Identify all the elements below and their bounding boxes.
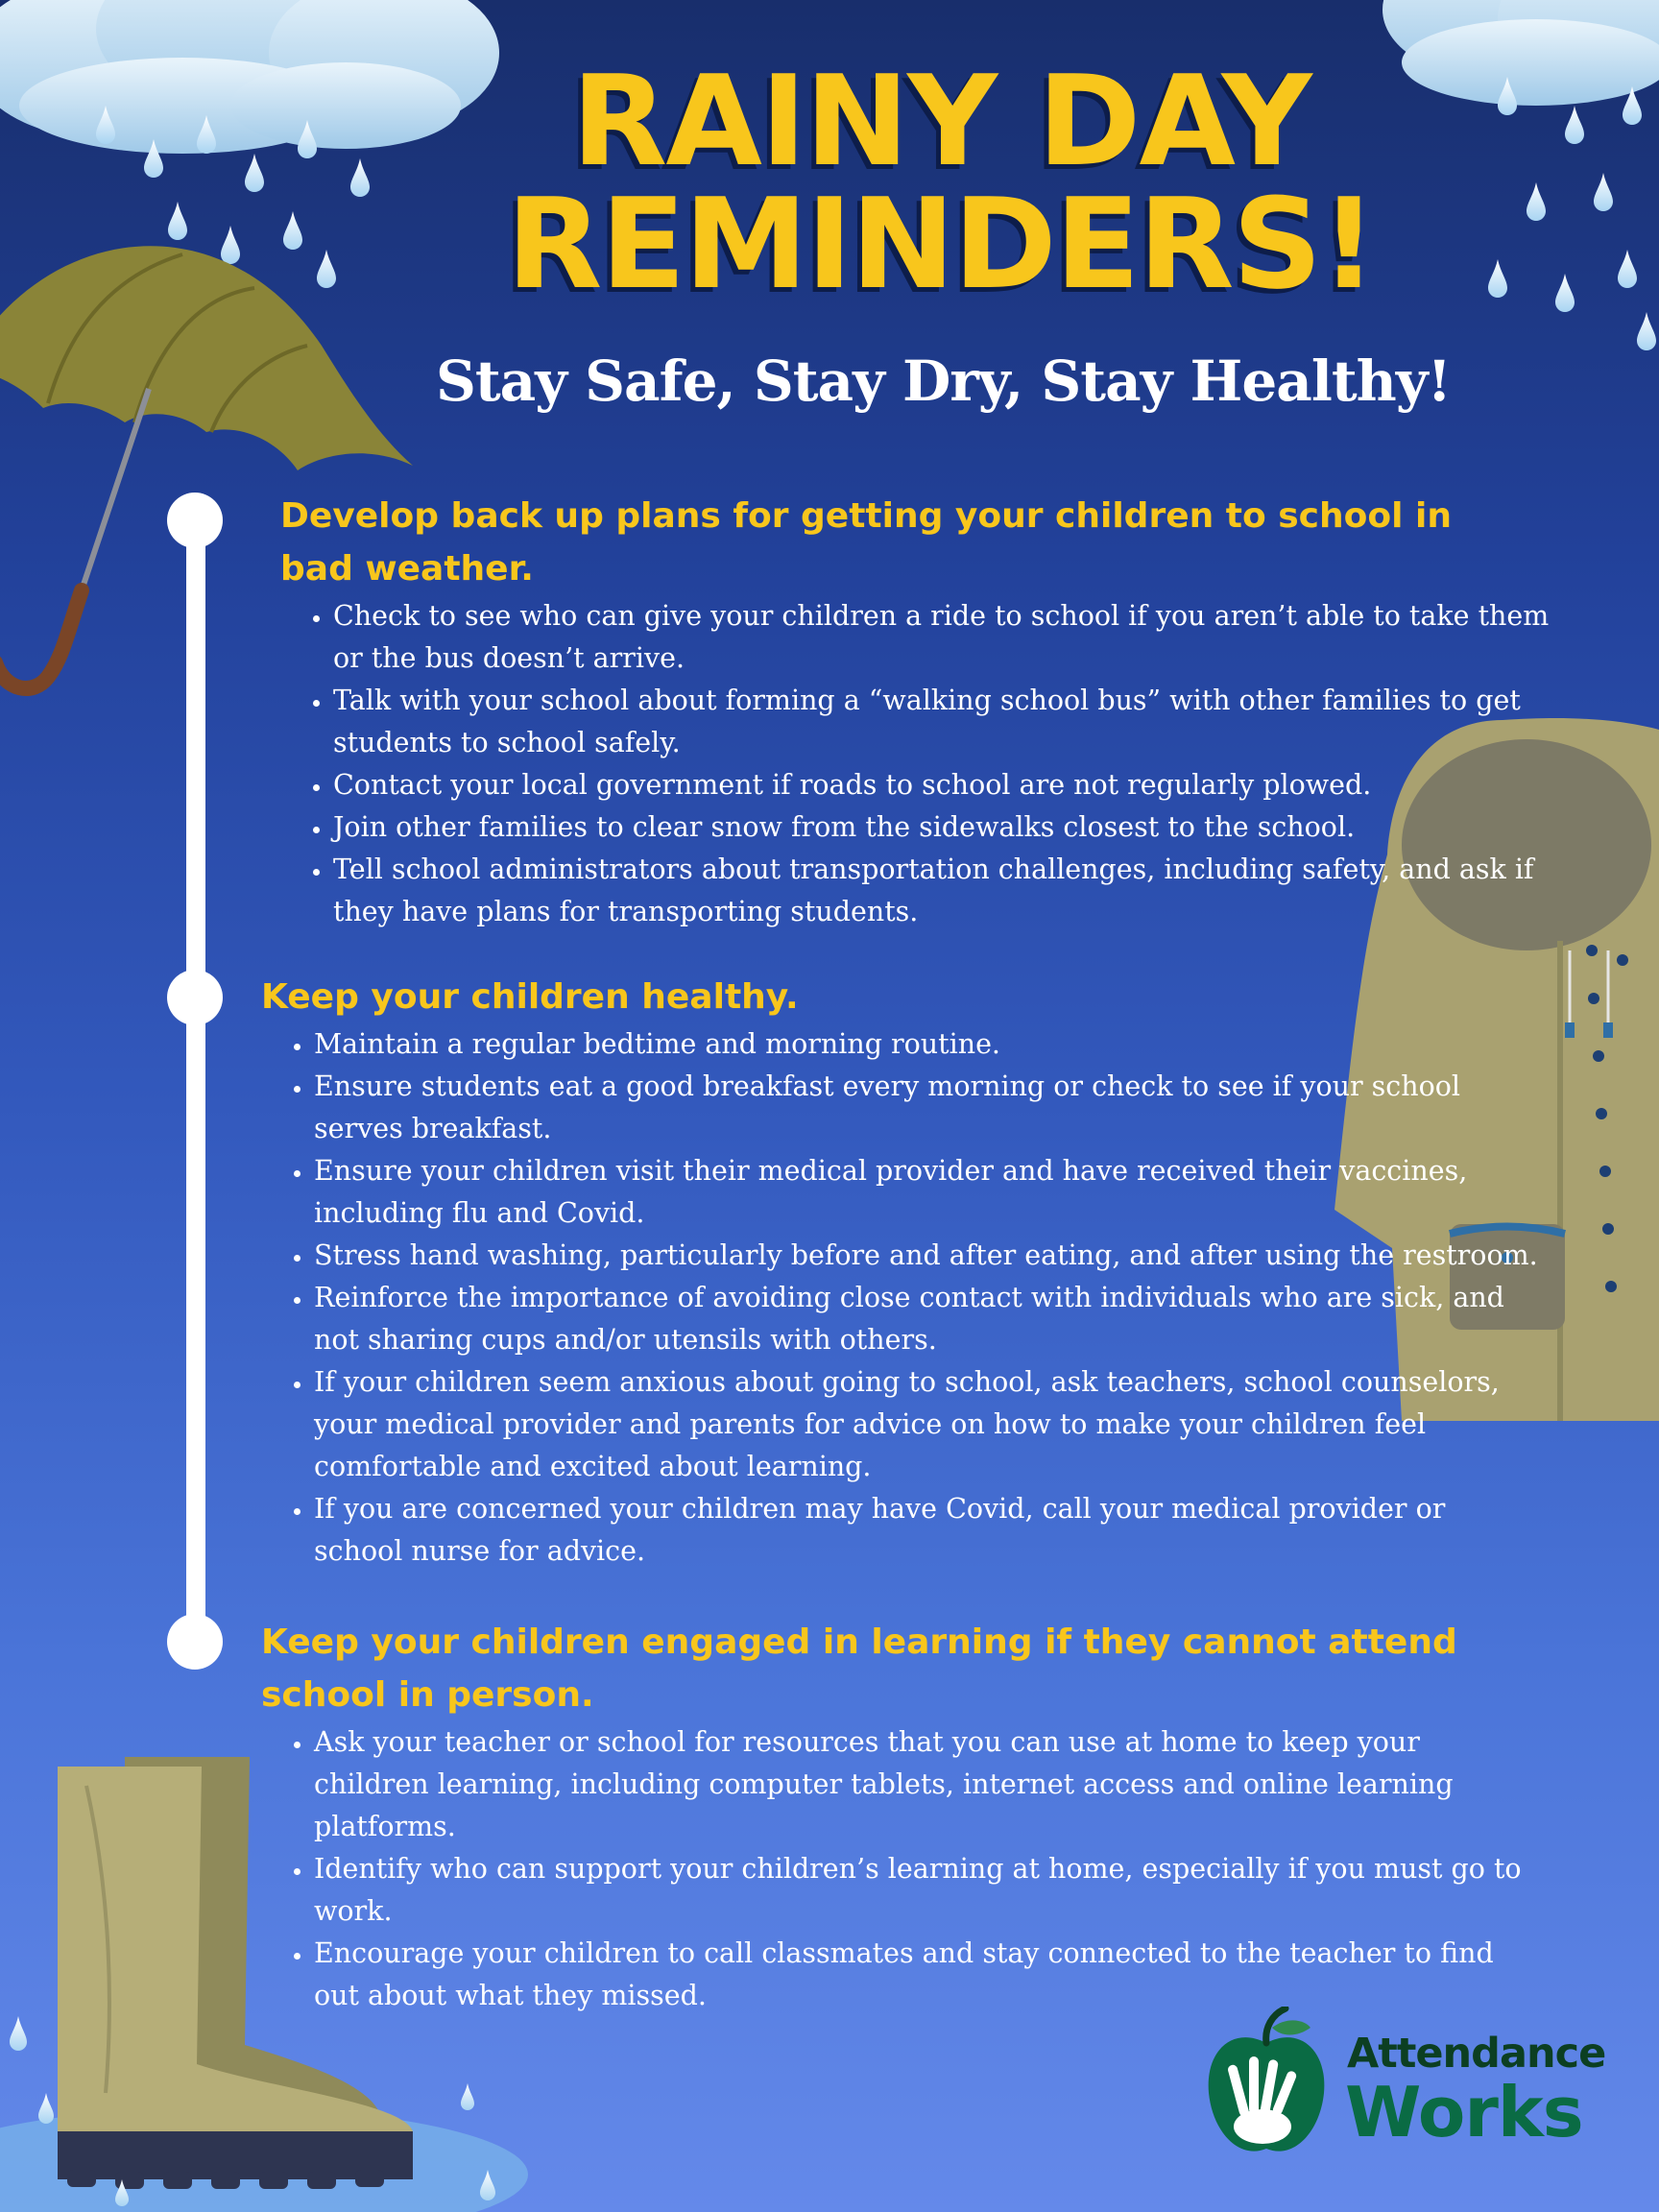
title-line-2: REMINDERS! (506, 171, 1376, 317)
section-transportation (280, 490, 1550, 933)
list-item: • If you are concerned your children may have Covid, call your medical provider or school nurse for advice. (314, 1488, 1538, 1573)
section-learning (261, 1616, 1522, 2017)
logo-text-attendance: Attendance (1347, 2030, 1606, 2078)
timeline-dot-1 (167, 493, 223, 548)
logo-text-works: Works (1345, 2072, 1583, 2152)
apple-hand-logo-icon (1205, 2007, 1328, 2160)
section-heading: Keep your children engaged in learning if they cannot attend school in person. (261, 1623, 1457, 1715)
list-item: • Check to see who can give your children a ride to school if you aren’t able to take them or the bus doesn’t arrive. (333, 595, 1557, 680)
list-item: • Ensure students eat a good breakfast every morning or check to see if your school serves breakfast. (314, 1066, 1538, 1150)
bullet-list (261, 1023, 1538, 1573)
list-item: • Ensure your children visit their medical provider and have received their vaccines, including flu and Covid. (314, 1150, 1538, 1235)
list-item: • Talk with your school about forming a “walking school bus” with other families to get students to school safely. (333, 680, 1557, 764)
list-item: • Reinforce the importance of avoiding close contact with individuals who are sick, and not sharing cups and/or utensils with others. (314, 1277, 1538, 1361)
bullet-list (280, 595, 1557, 933)
section-heading: Keep your children healthy. (261, 977, 799, 1017)
list-item: • Join other families to clear snow from the sidewalks closest to the school. (333, 806, 1557, 849)
section-health (261, 971, 1538, 1573)
page-subtitle: Stay Safe, Stay Dry, Stay Healthy! (436, 349, 1451, 414)
list-item: • If your children seem anxious about going to school, ask teachers, school counselors, your medical provider and parents for advice on how to make your children feel comfortable and excited about learning. (314, 1361, 1538, 1488)
list-item: • Maintain a regular bedtime and morning routine. (314, 1023, 1538, 1066)
timeline-dot-2 (167, 970, 223, 1025)
list-item: • Encourage your children to call classmates and stay connected to the teacher to find out about what they missed. (314, 1933, 1538, 2017)
list-item: • Ask your teacher or school for resources that you can use at home to keep your children learning, including computer tablets, internet access and online learning platforms. (314, 1721, 1538, 1848)
list-item: • Identify who can support your children’s learning at home, especially if you must go to work. (314, 1848, 1538, 1933)
page-title (365, 48, 1517, 317)
title-line-1: RAINY DAY (571, 48, 1310, 194)
list-item: • Stress hand washing, particularly before and after eating, and after using the restroom. (314, 1235, 1538, 1277)
list-item: • Contact your local government if roads to school are not regularly plowed. (333, 764, 1557, 806)
list-item: • Tell school administrators about transportation challenges, including safety, and ask if they have plans for transporting students. (333, 849, 1557, 933)
attendance-works-logo (1205, 2007, 1608, 2165)
bullet-list (261, 1721, 1538, 2017)
timeline-dot-3 (167, 1614, 223, 1670)
timeline-line (186, 518, 205, 1642)
section-heading: Develop back up plans for getting your children to school in bad weather. (280, 496, 1452, 589)
